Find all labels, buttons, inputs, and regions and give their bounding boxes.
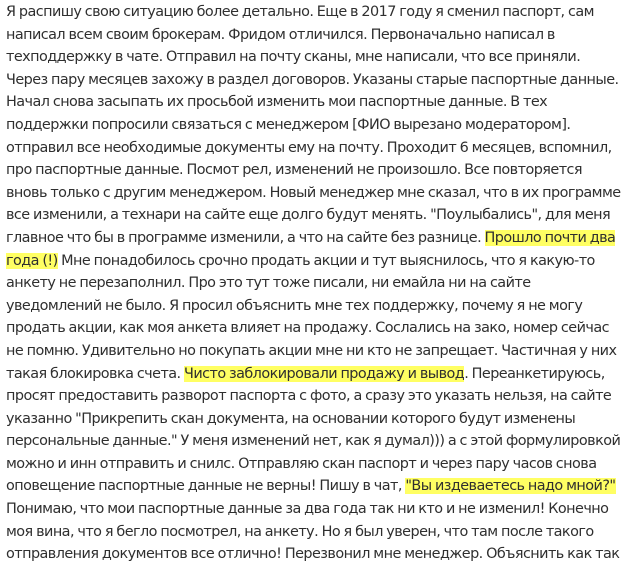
text-line bbox=[6, 363, 626, 386]
text-segment: все изменили, а технари на сайте еще долго будут менять. "Поулыбались", для меня bbox=[6, 207, 611, 224]
text-segment: уведомлений не было. Я просил объяснить мне тех поддержку, почему я не могу bbox=[6, 297, 583, 314]
text-segment: написал всем своим брокерам. Фридом отличился. Первоначально написал в bbox=[6, 26, 555, 43]
text-segment: Через пару месяцев захожу в раздел договоров. Указаны старые паспортные данные. bbox=[6, 71, 619, 88]
text-segment: моя вина, что я бегло посмотрел, на анкету. Но я был уверен, что там после такого bbox=[6, 523, 594, 540]
text-segment: оповещение паспортные данные не верны! Пишу в чат, bbox=[6, 478, 406, 495]
text-line bbox=[6, 1, 626, 24]
text-line bbox=[6, 250, 626, 273]
text-line bbox=[6, 475, 626, 498]
text-line bbox=[6, 24, 626, 47]
text-line bbox=[6, 137, 626, 160]
text-segment: указанно "Прикрепить скан документа, на основании которого будут изменены bbox=[6, 410, 576, 427]
text-segment: можно и инн отправить и снилс. Отправляю скан паспорт и через пару часов снова bbox=[6, 455, 597, 472]
text-line bbox=[6, 227, 626, 250]
text-line bbox=[6, 204, 626, 227]
text-line bbox=[6, 498, 626, 521]
text-segment: Начал снова засыпать их просьбой изменить мои паспортные данные. В тех bbox=[6, 94, 548, 111]
highlighted-text: Чисто заблокировали продажу и вывод bbox=[184, 365, 465, 382]
highlighted-text: Прошло почти два bbox=[484, 229, 616, 246]
text-segment: вновь только с другим менеджером. Новый менеджер мне сказал, что в их программе bbox=[6, 184, 621, 201]
text-segment: не помню. Удивительно но покупать акции мне ни кто не запрещает. Частичная у них bbox=[6, 342, 617, 359]
text-line bbox=[6, 340, 626, 363]
text-segment: анкету не перезаполнил. Про это тут тоже писали, ни емайла ни на сайте bbox=[6, 275, 531, 292]
text-line bbox=[6, 182, 626, 205]
text-line bbox=[6, 69, 626, 92]
highlighted-text: года (!) bbox=[6, 252, 58, 269]
text-line bbox=[6, 521, 626, 544]
text-segment: персональные данные." У меня изменений нет, как я думал))) а с этой формулировкой bbox=[6, 433, 621, 450]
text-segment: главное что бы в программе изменили, а что на сайте без разнице. bbox=[6, 229, 485, 246]
text-segment: . Переанкетируюсь, bbox=[464, 365, 605, 382]
text-segment: продать акции, как моя анкета влияет на продажу. Сослались на зако, номер сейчас bbox=[6, 320, 609, 337]
text-segment: отправления документов все отлично! Перезвонил мне менеджер. Объяснить как так bbox=[6, 546, 620, 563]
text-line bbox=[6, 159, 626, 182]
text-segment: техподдержку в чате. Отправил на почту сканы, мне написали, что все приняли. bbox=[6, 49, 581, 66]
text-line bbox=[6, 543, 626, 566]
text-segment: Я распишу свою ситуацию более детально. Еще в 2017 году я сменил паспорт, сам bbox=[6, 4, 594, 20]
text-line bbox=[6, 430, 626, 453]
text-segment: просят предоставить разворот паспорта с фото, а сразу это указать нельзя, на сайте bbox=[6, 388, 612, 405]
highlighted-text: "Вы издеваетесь надо мной?" bbox=[405, 478, 616, 495]
text-segment: отправил все необходимые документы ему на почту. Проходит 6 месяцев, вспомнил, bbox=[6, 139, 612, 156]
text-segment: поддержки попросили связаться с менеджером [ФИО вырезано модератором]. bbox=[6, 116, 571, 133]
text-line bbox=[6, 272, 626, 295]
text-line bbox=[6, 91, 626, 114]
text-segment: про паспортные данные. Посмот рел, изменений не произошло. Все повторяется bbox=[6, 162, 583, 179]
text-segment: Мне понадобилось срочно продать акции и тут выяснилось, что я какую-то bbox=[57, 252, 595, 269]
text-line bbox=[6, 453, 626, 476]
text-line bbox=[6, 408, 626, 431]
post-body bbox=[6, 1, 626, 566]
text-line bbox=[6, 46, 626, 69]
text-segment: такая блокировка счета. bbox=[6, 365, 184, 382]
text-segment: Понимаю, что мои паспортные данные за два года так ни кто и не изменил! Конечно bbox=[6, 501, 609, 518]
text-line bbox=[6, 317, 626, 340]
text-line bbox=[6, 295, 626, 318]
text-line bbox=[6, 114, 626, 137]
text-line bbox=[6, 385, 626, 408]
